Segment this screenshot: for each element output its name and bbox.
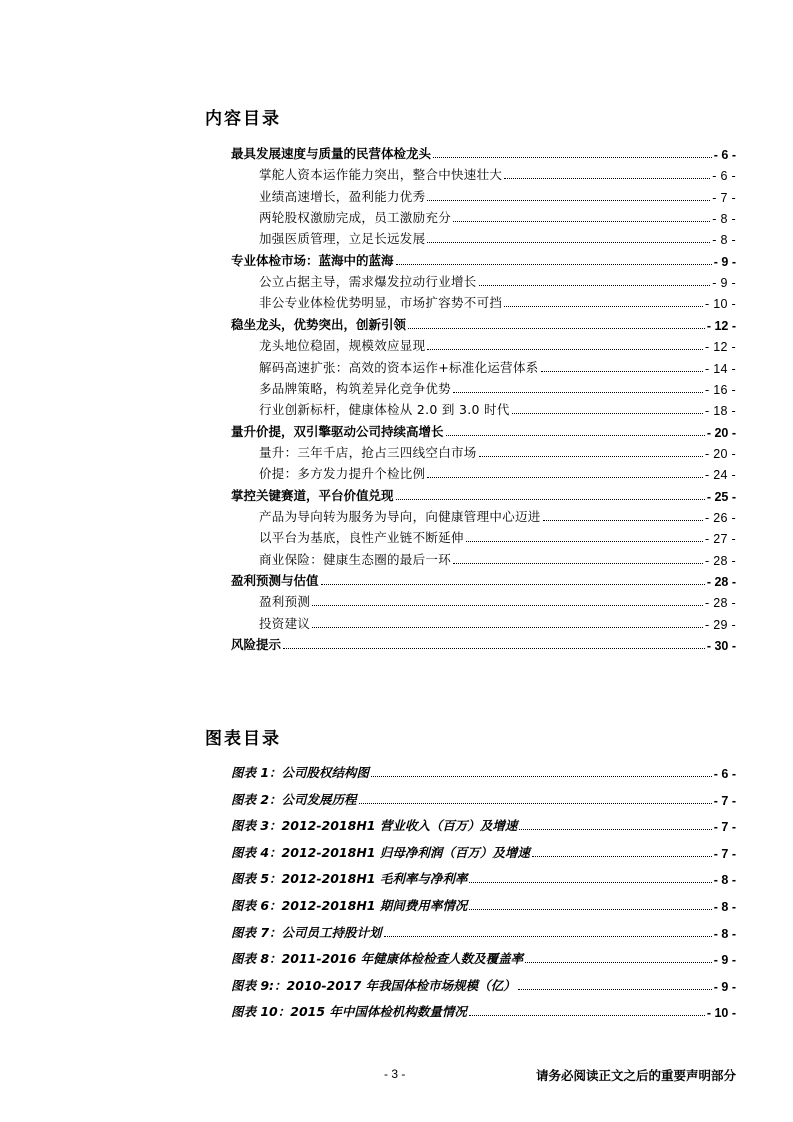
figure-entry-page-number: - 8 - — [713, 873, 736, 888]
toc-entry-18[interactable] — [259, 507, 736, 525]
toc-entry-page-number: - 8 - — [712, 233, 736, 248]
toc-entry-title: 最具发展速度与质量的民营体检龙头 — [231, 146, 432, 161]
toc-entry-19[interactable] — [259, 528, 736, 546]
figure-entry-5[interactable] — [231, 869, 736, 887]
figure-entry-title: 图表 1：公司股权结构图 — [231, 765, 370, 780]
toc-entry-title: 龙头地位稳固，规模效应显现 — [259, 338, 426, 354]
figure-entry-page-number: - 8 - — [713, 926, 736, 941]
toc-entry-2[interactable] — [259, 165, 736, 183]
figure-entry-9[interactable] — [231, 976, 736, 994]
toc-entry-title: 掌控关键赛道，平台价值兑现 — [231, 487, 394, 503]
toc-entry-page-number: - 16 - — [705, 382, 736, 397]
figure-entry-title: 图表 3：2012-2018H1 营业收入（百万）及增速 — [231, 818, 518, 834]
toc-entry-title: 以平台为基底，良性产业链不断延伸 — [259, 530, 464, 546]
toc-entry-13[interactable] — [259, 400, 736, 418]
toc-entry-page-number: - 25 - — [706, 489, 736, 504]
figure-entry-6[interactable] — [231, 896, 736, 914]
toc-entry-title: 加强医质管理，立足长远发展 — [259, 231, 426, 247]
toc-entry-page-number: - 28 - — [705, 596, 736, 611]
figure-entry-3[interactable] — [231, 816, 736, 834]
toc-entry-title: 两轮股权激励完成，员工激励充分 — [259, 210, 452, 226]
toc-entry-14[interactable] — [231, 422, 736, 440]
toc-entry-16[interactable] — [259, 464, 736, 482]
dot-leader — [433, 157, 712, 158]
toc-entry-10[interactable] — [259, 336, 736, 354]
dot-leader — [504, 178, 710, 179]
figure-entry-page-number: - 9 - — [713, 953, 736, 968]
figure-entry-title: 图表 6：2012-2018H1 期间费用率情况 — [231, 898, 468, 913]
toc-entry-7[interactable] — [259, 272, 736, 290]
dot-leader — [312, 627, 703, 628]
dot-leader — [479, 285, 711, 286]
toc-entry-1[interactable] — [231, 144, 736, 162]
toc-entry-page-number: - 12 - — [706, 318, 736, 333]
toc-entry-8[interactable] — [259, 293, 736, 311]
toc-entry-title: 量升价提，双引擎驱动公司持续高增长 — [231, 423, 444, 439]
toc-entry-page-number: - 28 - — [706, 575, 736, 589]
dot-leader — [541, 371, 703, 372]
toc-entry-page-number: - 28 - — [705, 553, 736, 568]
toc-heading: 内容目录 — [205, 109, 281, 129]
dot-leader — [512, 413, 703, 414]
toc-entry-page-number: - 26 - — [705, 510, 736, 525]
toc-entry-page-number: - 24 - — [705, 468, 736, 483]
figure-entry-page-number: - 8 - — [713, 900, 736, 914]
toc-entry-page-number: - 29 - — [705, 617, 736, 632]
toc-entry-title: 行业创新标杆，健康体检从 2.0 到 3.0 时代 — [259, 402, 510, 418]
figure-entry-8[interactable] — [231, 949, 736, 967]
toc-entry-title: 解码高速扩张：高效的资本运作+标准化运营体系 — [259, 359, 539, 375]
dot-leader — [453, 221, 710, 222]
figure-entry-page-number: - 10 - — [706, 1006, 736, 1021]
toc-entry-title: 盈利预测 — [259, 594, 311, 610]
dot-leader — [408, 328, 705, 329]
dot-leader — [453, 563, 703, 564]
dot-leader — [371, 776, 712, 777]
toc-entry-23[interactable] — [259, 614, 736, 632]
footer-page-number: - 3 - — [384, 1067, 406, 1081]
dot-leader — [312, 605, 703, 606]
toc-entry-title: 非公专业体检优势明显，市场扩容势不可挡 — [259, 295, 503, 311]
figure-entry-page-number: - 6 - — [713, 767, 736, 781]
dot-leader — [479, 456, 703, 457]
figure-entry-page-number: - 7 - — [713, 820, 736, 835]
toc-entry-11[interactable] — [259, 358, 736, 376]
dot-leader — [504, 306, 703, 307]
toc-entry-title: 业绩高速增长，盈利能力优秀 — [259, 188, 426, 204]
toc-entry-title: 量升：三年千店，抢占三四线空白市场 — [259, 444, 477, 460]
dot-leader — [525, 962, 712, 963]
figure-entry-2[interactable] — [231, 790, 736, 808]
dot-leader — [532, 856, 712, 857]
toc-entry-3[interactable] — [259, 187, 736, 205]
toc-entry-title: 盈利预测与估值 — [231, 573, 319, 588]
toc-entry-page-number: - 9 - — [712, 276, 736, 291]
figure-entry-page-number: - 7 - — [713, 846, 736, 861]
toc-entry-12[interactable] — [259, 379, 736, 397]
dot-leader — [384, 936, 712, 937]
dot-leader — [396, 264, 712, 265]
figure-entry-title: 图表 8：2011-2016 年健康体检检查人数及覆盖率 — [231, 951, 524, 967]
dot-leader — [359, 803, 712, 804]
toc-entry-title: 稳坐龙头，优势突出，创新引领 — [231, 316, 407, 332]
toc-entry-title: 投资建议 — [259, 615, 311, 631]
figure-entry-4[interactable] — [231, 843, 736, 861]
figure-entry-title: 图表 5：2012-2018H1 毛利率与净利率 — [231, 871, 468, 887]
dot-leader — [446, 435, 705, 436]
toc-entry-page-number: - 6 - — [713, 148, 736, 162]
toc-entry-title: 专业体检市场：蓝海中的蓝海 — [231, 252, 394, 268]
figure-entry-title: 图表 4：2012-2018H1 归母净利润（百万）及增速 — [231, 844, 530, 860]
dot-leader — [396, 499, 705, 500]
dot-leader — [543, 520, 703, 521]
toc-entry-title: 多品牌策略，构筑差异化竞争优势 — [259, 380, 452, 396]
toc-entry-22[interactable] — [259, 592, 736, 610]
dot-leader — [518, 989, 712, 990]
figure-entry-1[interactable] — [231, 763, 736, 781]
toc-entry-title: 价提：多方发力提升个检比例 — [259, 466, 426, 482]
dot-leader — [427, 477, 703, 478]
toc-entry-21[interactable] — [231, 571, 736, 589]
dot-leader — [453, 392, 703, 393]
toc-entry-page-number: - 18 - — [705, 404, 736, 419]
dot-leader — [469, 882, 711, 883]
figure-entry-title: 图表 9:：2010-2017 年我国体检市场规模（亿） — [231, 977, 516, 993]
figure-entry-7[interactable] — [231, 923, 736, 941]
dot-leader — [466, 541, 703, 542]
toc-entry-page-number: - 9 - — [713, 254, 736, 269]
toc-entry-5[interactable] — [259, 229, 736, 247]
toc-entry-page-number: - 10 - — [705, 297, 736, 312]
figure-entry-10[interactable] — [231, 1002, 736, 1020]
figure-entry-title: 图表 10：2015 年中国体检机构数量情况 — [231, 1004, 467, 1020]
toc-entry-page-number: - 20 - — [705, 446, 736, 461]
toc-entry-page-number: - 7 - — [712, 190, 736, 205]
toc-entry-page-number: - 12 - — [705, 340, 736, 355]
figures-heading: 图表目录 — [205, 729, 281, 749]
toc-entry-17[interactable] — [231, 486, 736, 504]
toc-entry-page-number: - 20 - — [706, 425, 736, 440]
toc-entry-title: 商业保险：健康生态圈的最后一环 — [259, 551, 452, 567]
dot-leader — [469, 909, 711, 910]
figure-entry-page-number: - 9 - — [713, 979, 736, 994]
figure-entry-page-number: - 7 - — [713, 793, 736, 808]
footer-disclaimer: 请务必阅读正文之后的重要声明部分 — [535, 1068, 736, 1083]
toc-entry-page-number: - 30 - — [706, 639, 736, 654]
toc-entry-title: 掌舵人资本运作能力突出，整合中快速壮大 — [259, 167, 503, 183]
toc-entry-24[interactable] — [231, 635, 736, 653]
dot-leader — [427, 200, 710, 201]
toc-entry-9[interactable] — [231, 315, 736, 333]
toc-entry-6[interactable] — [231, 251, 736, 269]
toc-entry-title: 风险提示 — [231, 637, 282, 653]
toc-entry-page-number: - 27 - — [705, 532, 736, 547]
figure-entry-title: 图表 2：公司发展历程 — [231, 791, 357, 807]
dot-leader — [321, 584, 705, 585]
toc-entry-15[interactable] — [259, 443, 736, 461]
dot-leader — [427, 242, 710, 243]
toc-entry-title: 产品为导向转为服务为导向，向健康管理中心迈进 — [259, 508, 541, 524]
dot-leader — [469, 1015, 705, 1016]
toc-entry-page-number: - 6 - — [712, 169, 736, 184]
dot-leader — [427, 349, 703, 350]
toc-entry-page-number: - 8 - — [712, 212, 736, 227]
toc-entry-4[interactable] — [259, 208, 736, 226]
dot-leader — [283, 648, 705, 649]
toc-entry-20[interactable] — [259, 550, 736, 568]
dot-leader — [519, 829, 711, 830]
figure-entry-title: 图表 7：公司员工持股计划 — [231, 924, 382, 940]
toc-entry-title: 公立占据主导，需求爆发拉动行业增长 — [259, 274, 477, 290]
toc-entry-page-number: - 14 - — [705, 361, 736, 376]
